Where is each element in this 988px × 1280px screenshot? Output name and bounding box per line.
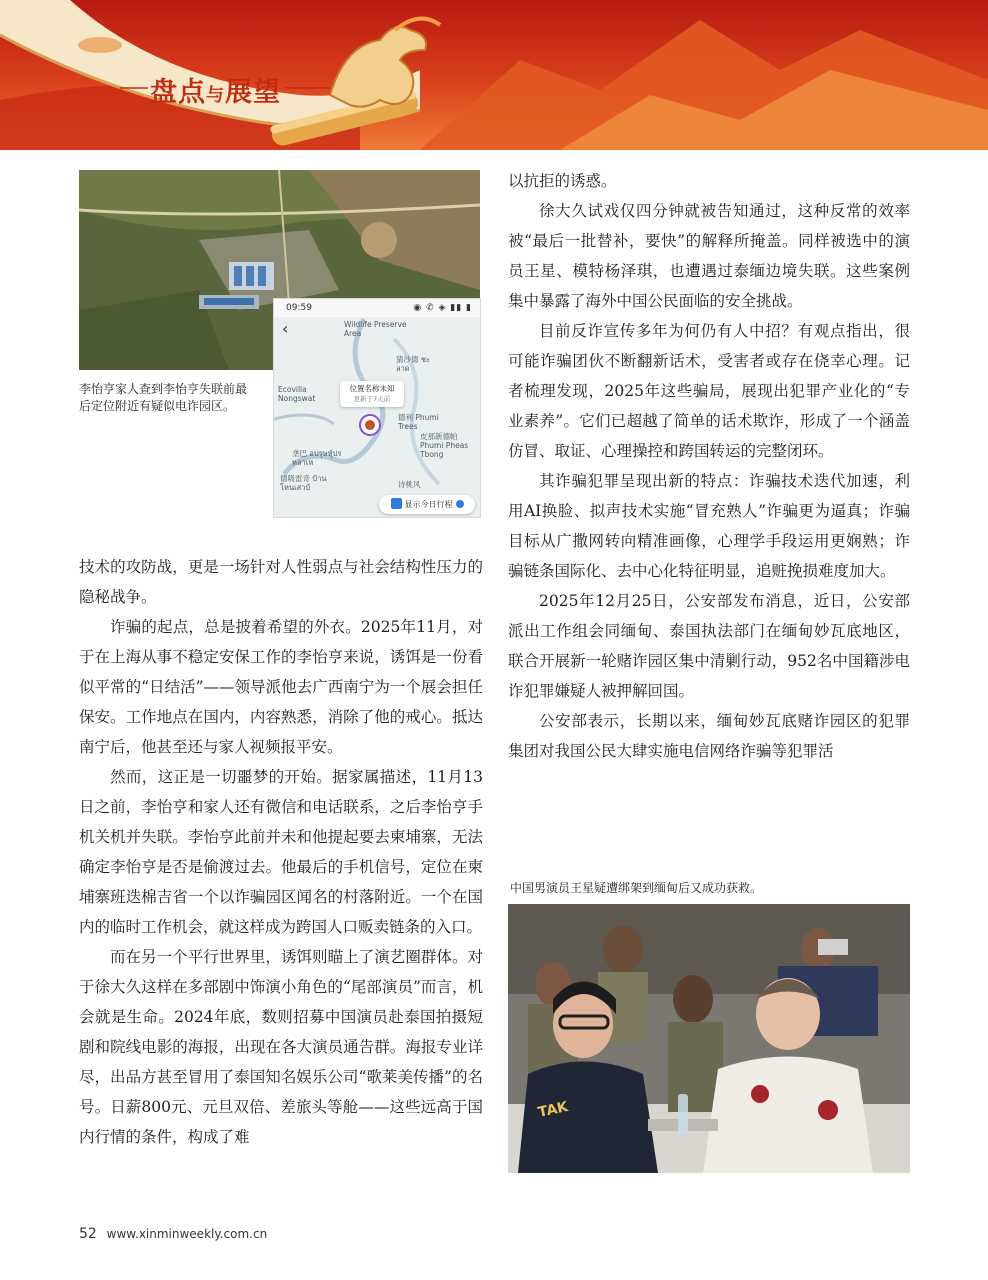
back-chevron-icon: ‹	[282, 319, 289, 338]
right-column-text	[508, 166, 910, 766]
paragraph: 技术的攻防战，更是一场针对人性弱点与社会结构性压力的隐秘战争。	[79, 558, 483, 606]
header-banner	[0, 0, 988, 150]
paragraph: 2025年12月25日，公安部发布消息，近日，公安部派出工作组会同缅甸、泰国执法部门在缅甸妙瓦底地区，联合开展新一轮赌诈园区集中清剿行动，952名中国籍涉电诈犯罪嫌疑人被押解回国。	[508, 592, 910, 700]
map-label: 猜沙德 ชะลาด	[396, 355, 431, 373]
shirt-lettering: TAK	[536, 1099, 570, 1121]
paragraph: 诈骗的起点，总是披着希望的外衣。2025年11月，对于在上海从事不稳定安保工作的李怡亨来说，诱饵是一份看似平常的“日结活”——领导派他去广西南宁为一个展会担任保安。工作地点在国内，内容熟悉，消除了他的戒心。抵达南宁后，他甚至还与家人视频报平安。	[79, 618, 483, 756]
status-time: 09:59	[286, 303, 312, 313]
page-number: 52	[79, 1226, 97, 1242]
banner-illustration	[0, 0, 988, 150]
map-label: Ecovilla Nongswat	[278, 385, 316, 403]
paragraph: 而在另一个平行世界里，诱饵则瞄上了演艺圈群体。对于徐大久这样在多部剧中饰演小角色的“尾部演员”而言，机会就是生命。2024年底，数则招募中国演员赴泰国拍摄短剧和院线电影的海报，出现在各大演员通告群。海报专业详尽，出品方甚至冒用了泰国知名娱乐公司“歌莱美传播”的名号。日薪800元、元旦双倍、差旅头等舱——这些远高于国内行情的条件，构成了难	[79, 948, 483, 1146]
status-icons: ◉ ✆ ◈ ▮▮ ▮	[413, 303, 472, 313]
paragraph: 然而，这正是一切噩梦的开始。据家属描述，11月13日之前，李怡亨和家人还有微信和电话联系，之后李怡亨手机关机并失联。李怡亨此前并未和他提起要去柬埔寨，无法确定李怡亨是否是偷渡过去。他最后的手机信号，定位在柬埔寨班迭棉吉省一个以诈骗园区闻名的村落附近。一个在国内的临时工作机会，就这样成为跨国人口贩卖链条的入口。	[79, 768, 483, 936]
map-label: 诗桃风	[398, 480, 421, 489]
website-url: www.xinminweekly.com.cn	[106, 1227, 268, 1241]
show-today-route-button	[379, 495, 475, 514]
paragraph: 其诈骗犯罪呈现出新的特点：诈骗技术迭代加速，利用AI换脸、拟声技术实施“冒充熟人”诈骗更为逼真；诈骗目标从广撒网转向精准画像，心理学手段运用更娴熟；诈骗链条国际化、去中心化特征明显，追赃挽损难度加大。	[508, 472, 910, 580]
popup-subtitle: 更新于7天前	[353, 395, 391, 403]
paragraph: 公安部表示，长期以来，缅甸妙瓦底赌诈园区的犯罪集团对我国公民大肆实施电信网络诈骗等犯罪活	[508, 712, 910, 760]
popup-title: 位置名称未知	[349, 384, 395, 393]
calendar-icon	[391, 498, 402, 509]
news-photo	[508, 904, 910, 1173]
map-label: 垄巴 อปรุษหุ์ปรหลาเห	[292, 449, 342, 467]
show-today-route-label: 显示今日行程	[404, 500, 453, 509]
map-label: 德吸雷奇 บ้านโหนเสาบ้	[280, 474, 327, 492]
photo-caption: 中国男演员王星疑遭绑架到缅甸后又成功获救。	[510, 881, 763, 895]
map-caption: 李怡亨家人查到李怡亨失联前最后定位附近有疑似电诈园区。	[79, 382, 248, 413]
location-pin-icon	[359, 414, 381, 436]
map-label: Wildlife Preserve Area	[344, 320, 407, 338]
left-column-text	[79, 552, 483, 1152]
page-footer	[79, 1226, 267, 1242]
map-label: 德利 Phumi Trees	[398, 413, 439, 431]
map-label: 皮那新德帕 Phumi Pheas Tbong	[420, 432, 469, 459]
section-title: 盘点与展望	[150, 77, 281, 108]
paragraph: 以抗拒的诱惑。	[508, 172, 617, 190]
paragraph: 徐大久试戏仅四分钟就被告知通过，这种反常的效率被“最后一批替补，要快”的解释所掩盖。同样被选中的演员王星、模特杨泽琪，也遭遇过泰缅边境失联。这些案例集中暴露了海外中国公民面临的安全挑战。	[508, 202, 910, 310]
paragraph: 目前反诈宣传多年为何仍有人中招？有观点指出，很可能诈骗团伙不断翻新话术，受害者或存在侥幸心理。记者梳理发现，2025年这些骗局，展现出犯罪产业化的“专业素养”。它们已超越了简单的话术欺诈，形成了一个涵盖仿冒、取证、心理操控和跨国转运的完整闭环。	[508, 322, 910, 460]
phone-status-bar	[274, 299, 480, 317]
location-popup	[340, 381, 404, 407]
phone-screenshot	[273, 298, 481, 518]
check-icon	[456, 500, 464, 508]
